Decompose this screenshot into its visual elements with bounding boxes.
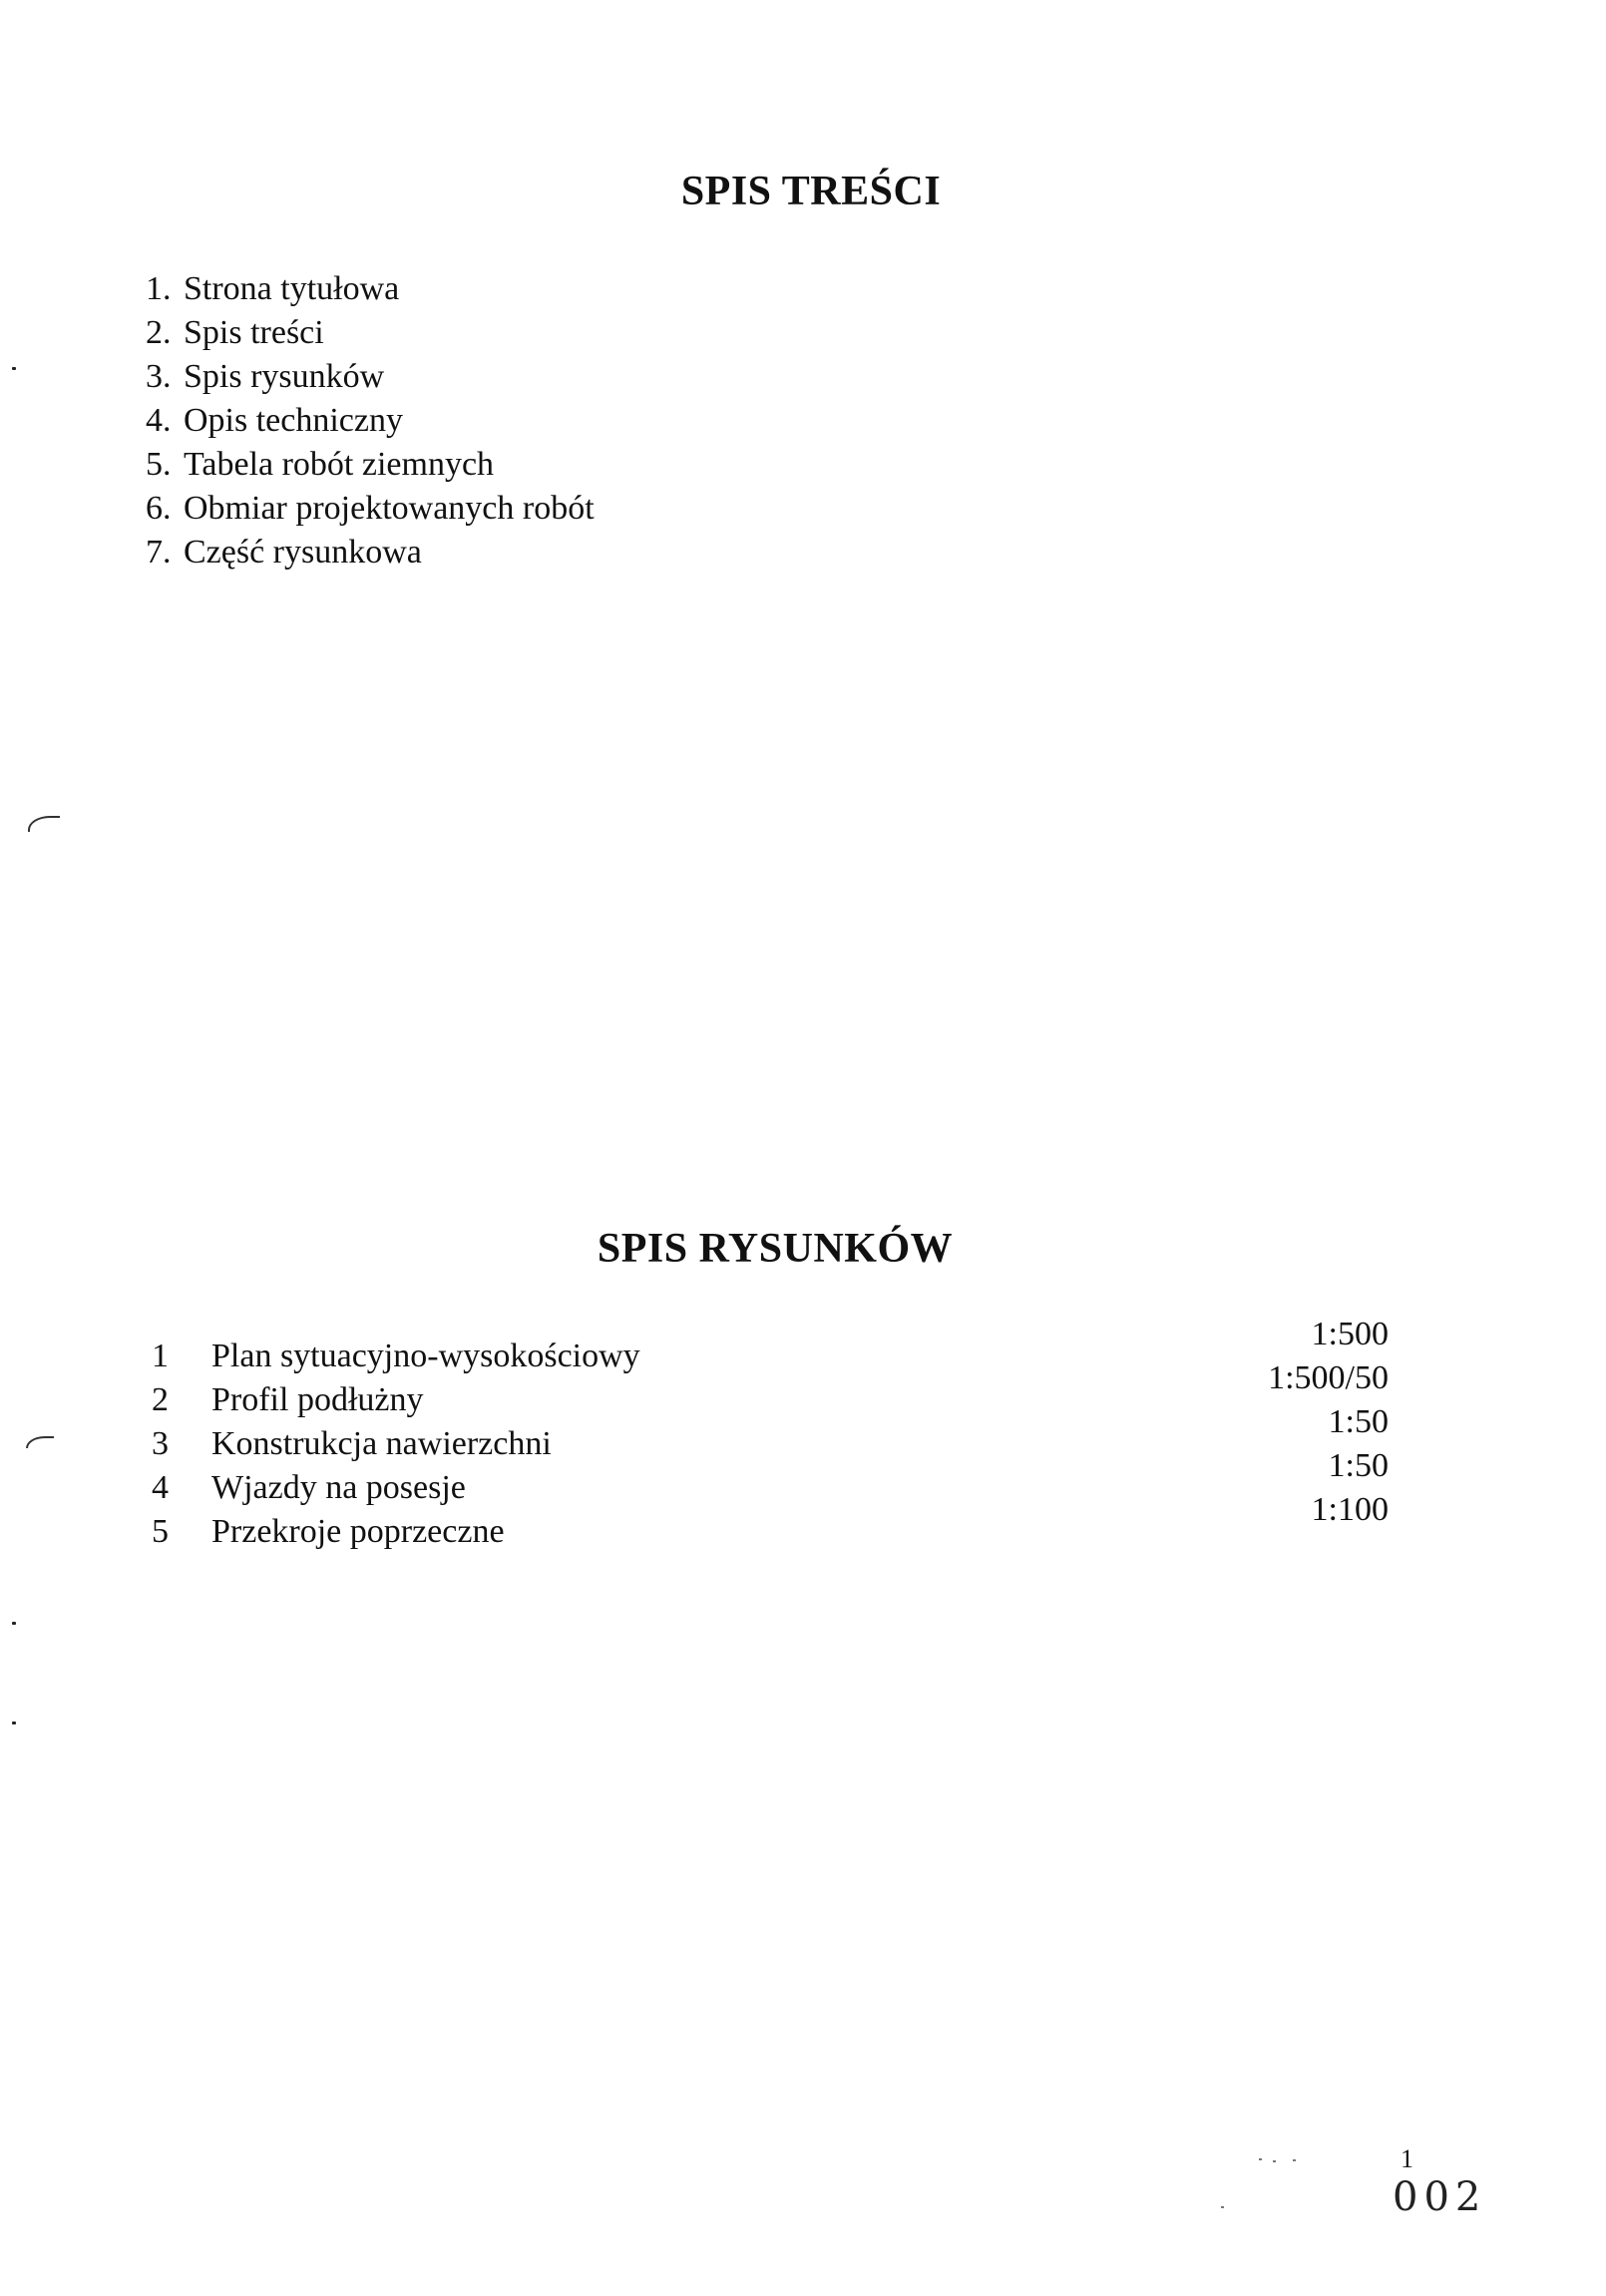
drawing-name: Wjazdy na posesje (211, 1469, 466, 1506)
drawing-row (152, 1403, 1389, 1462)
drawing-row (152, 1491, 1389, 1550)
toc-item-number: 5. (146, 446, 172, 483)
scan-speck (1273, 2160, 1276, 2162)
toc-item (146, 487, 595, 531)
page-number: 002 (1393, 2174, 1487, 2220)
toc-item-label: Strona tytułowa (184, 270, 400, 307)
toc-item (146, 311, 595, 355)
drawing-scale: 1:500/50 (1268, 1359, 1389, 1396)
toc-item-number: 3. (146, 358, 172, 395)
drawing-number: 1 (152, 1338, 169, 1374)
toc-item-label: Część rysunkowa (184, 534, 422, 571)
toc-title: SPIS TREŚCI (680, 169, 942, 214)
drawing-number: 3 (152, 1425, 169, 1462)
drawing-scale: 1:50 (1328, 1403, 1389, 1440)
drawing-number: 4 (152, 1469, 169, 1506)
toc-item-number: 6. (146, 490, 172, 527)
drawing-name: Konstrukcja nawierzchni (211, 1425, 552, 1462)
drawing-number: 5 (152, 1513, 169, 1550)
toc-item-number: 1. (146, 270, 172, 307)
drawing-name: Przekroje poprzeczne (211, 1513, 505, 1550)
drawing-scale: 1:100 (1311, 1491, 1389, 1528)
drawing-scale: 1:50 (1328, 1447, 1389, 1484)
scan-mark (12, 1722, 16, 1724)
toc-item-label: Obmiar projektowanych robót (184, 490, 595, 527)
toc-item-label: Spis rysunków (184, 358, 385, 395)
scan-mark (12, 367, 16, 370)
drawing-row (152, 1316, 1389, 1374)
toc-item-label: Opis techniczny (184, 402, 403, 439)
scan-mark (26, 1436, 54, 1448)
drawing-name: Profil podłużny (211, 1381, 424, 1418)
scan-mark (28, 816, 60, 832)
toc-item-label: Tabela robót ziemnych (184, 446, 495, 483)
scan-speck (1293, 2159, 1296, 2161)
scan-speck (1259, 2158, 1262, 2160)
drawings-table (152, 1316, 1389, 1550)
toc-item (146, 267, 595, 311)
toc-item-number: 2. (146, 314, 172, 351)
drawing-name: Plan sytuacyjno-wysokościowy (211, 1338, 640, 1374)
toc-item-number: 4. (146, 402, 172, 439)
drawing-row (152, 1447, 1389, 1506)
drawings-title: SPIS RYSUNKÓW (597, 1226, 954, 1272)
drawing-number: 2 (152, 1381, 169, 1418)
scan-mark (12, 1622, 16, 1625)
toc-item (146, 355, 595, 399)
toc-item (146, 443, 595, 487)
scan-speck (1221, 2206, 1224, 2208)
toc-item-number: 7. (146, 534, 172, 571)
drawing-scale: 1:500 (1311, 1316, 1389, 1352)
toc-item (146, 399, 595, 443)
toc-item-label: Spis treści (184, 314, 324, 351)
toc-list (146, 267, 595, 574)
page-number-small: 1 (1401, 2144, 1413, 2173)
toc-item (146, 531, 595, 574)
drawing-row (152, 1359, 1389, 1418)
